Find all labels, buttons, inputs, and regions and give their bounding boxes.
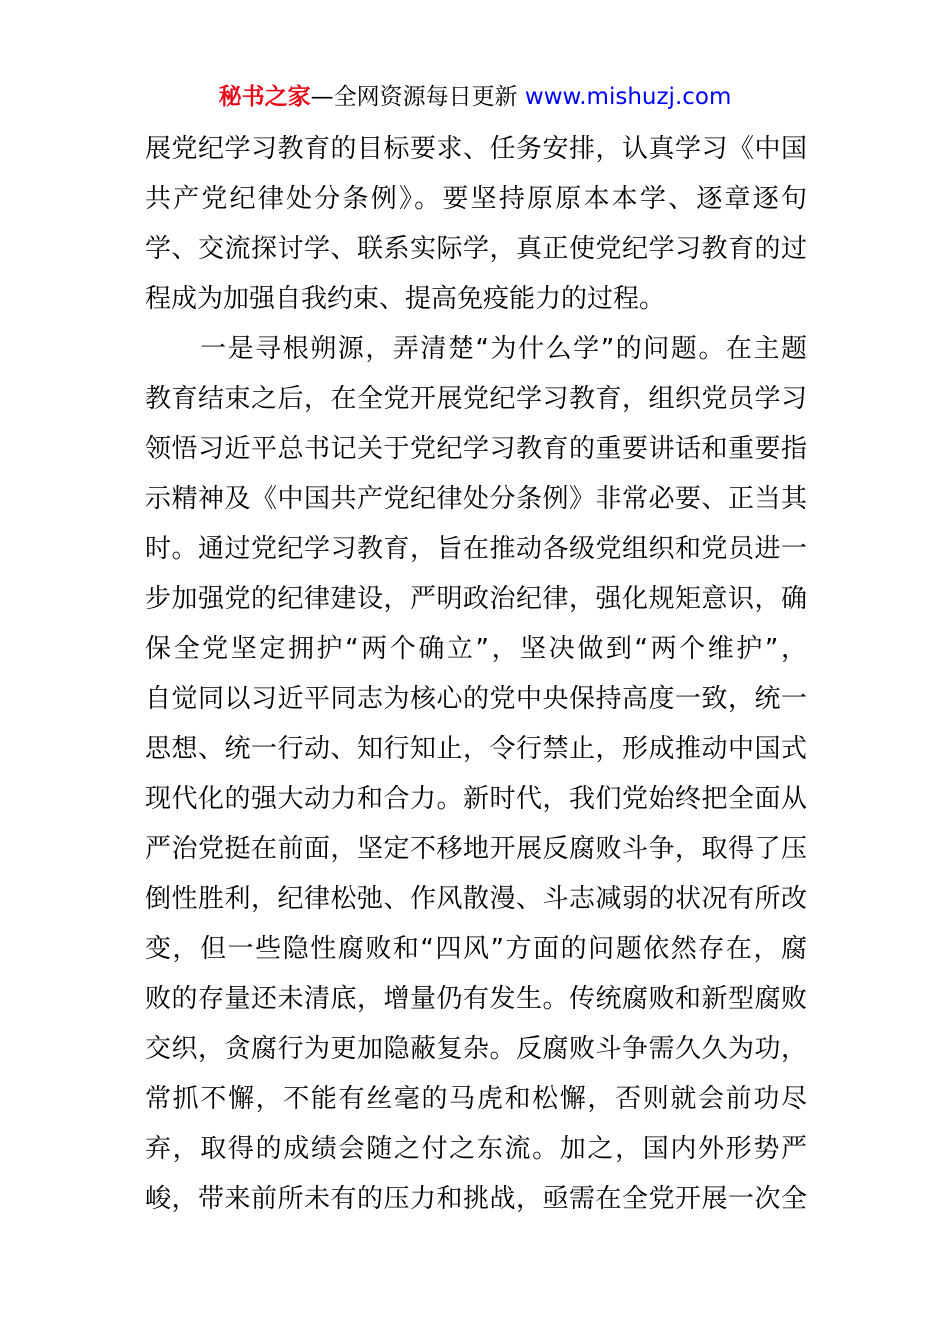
text-line: 严治党挺在前面，坚定不移地开展反腐败斗争，取得了压 bbox=[145, 834, 807, 864]
header-brand: 秘书之家 bbox=[218, 84, 311, 110]
text-line: 倒性胜利，纪律松弛、作风散漫、斗志减弱的状况有所改 bbox=[145, 884, 807, 914]
header-url[interactable]: www.mishuzj.com bbox=[524, 84, 732, 110]
text-line: 保全党坚定拥护“两个确立”，坚决做到“两个维护”， bbox=[145, 634, 807, 664]
text-line: 领悟习近平总书记关于党纪学习教育的重要讲话和重要指 bbox=[145, 434, 807, 464]
text-line: 思想、统一行动、知行知止，令行禁止，形成推动中国式 bbox=[145, 734, 807, 764]
text-line: 学、交流探讨学、联系实际学，真正使党纪学习教育的过 bbox=[145, 234, 807, 264]
text-line: 峻，带来前所未有的压力和挑战，亟需在全党开展一次全 bbox=[145, 1184, 807, 1214]
text-line: 自觉同以习近平同志为核心的党中央保持高度一致，统一 bbox=[145, 684, 807, 714]
text-line: 变，但一些隐性腐败和“四风”方面的问题依然存在，腐 bbox=[145, 934, 807, 964]
text-line: 展党纪学习教育的目标要求、任务安排，认真学习《中国 bbox=[145, 134, 807, 164]
text-line: 交织，贪腐行为更加隐蔽复杂。反腐败斗争需久久为功， bbox=[145, 1034, 807, 1064]
text-line: 教育结束之后，在全党开展党纪学习教育，组织党员学习 bbox=[145, 384, 807, 414]
text-line: 常抓不懈，不能有丝毫的马虎和松懈，否则就会前功尽 bbox=[145, 1084, 807, 1114]
text-line: 时。通过党纪学习教育，旨在推动各级党组织和党员进一 bbox=[145, 534, 807, 564]
text-line: 示精神及《中国共产党纪律处分条例》非常必要、正当其 bbox=[145, 484, 807, 514]
text-line: 现代化的强大动力和合力。新时代，我们党始终把全面从 bbox=[145, 784, 807, 814]
text-line: 共产党纪律处分条例》。要坚持原原本本学、逐章逐句 bbox=[145, 184, 807, 214]
text-line: 一是寻根朔源，弄清楚“为什么学”的问题。在主题 bbox=[145, 334, 807, 364]
document-body bbox=[145, 124, 807, 1224]
text-line: 程成为加强自我约束、提高免疫能力的过程。 bbox=[145, 284, 666, 314]
text-line: 步加强党的纪律建设，严明政治纪律，强化规矩意识，确 bbox=[145, 584, 807, 614]
page-header bbox=[0, 82, 950, 112]
text-line: 弃，取得的成绩会随之付之东流。加之，国内外形势严 bbox=[145, 1134, 807, 1164]
header-tagline: —全网资源每日更新 bbox=[310, 84, 525, 110]
text-line: 败的存量还未清底，增量仍有发生。传统腐败和新型腐败 bbox=[145, 984, 807, 1014]
